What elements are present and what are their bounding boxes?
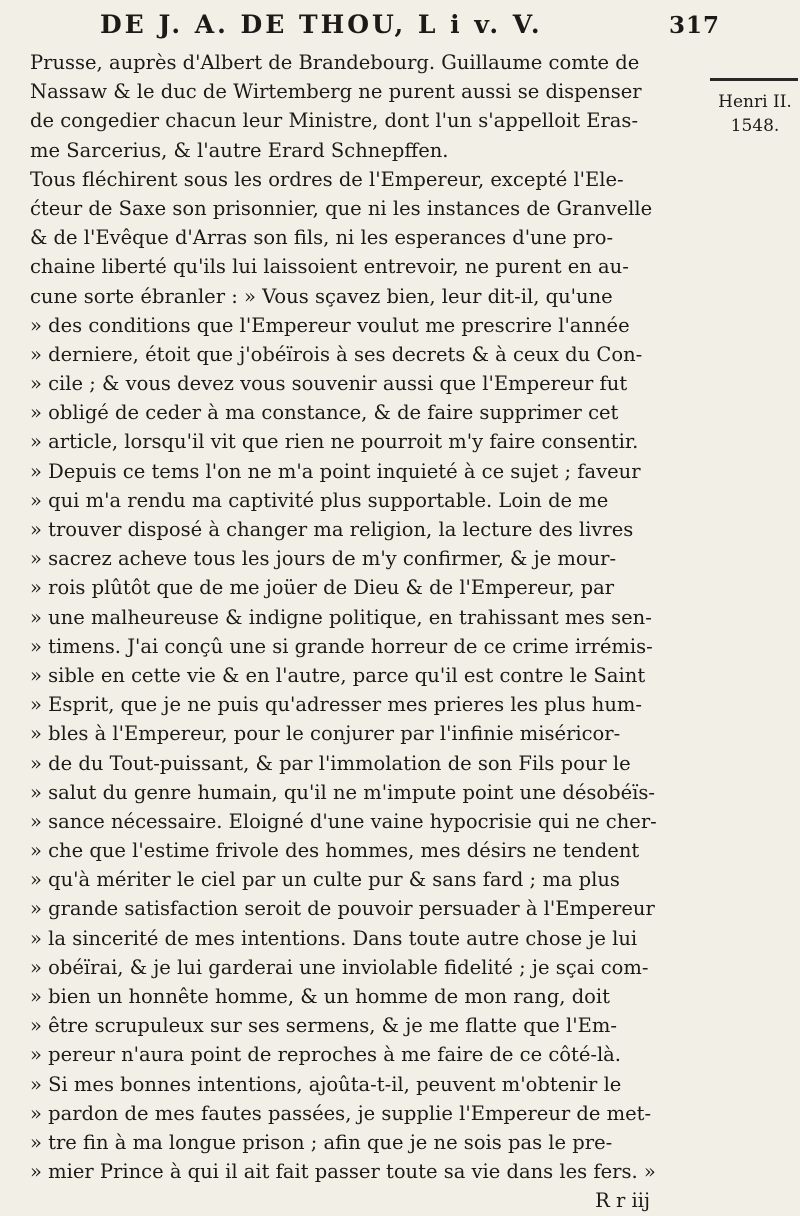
text-line: » timens. J'ai conçû une si grande horreur de ce crime irrémis- [30, 634, 653, 658]
text-line: cune sorte ébranler : » Vous sçavez bien, leur dit-il, qu'une [30, 284, 613, 308]
signature-mark: R r iij [595, 1189, 650, 1213]
text-line: » che que l'estime frivole des hommes, mes désirs ne tendent [30, 839, 640, 863]
running-header [100, 10, 720, 50]
text-line: me Sarcerius, & l'autre Erard Schnepffen. [30, 138, 449, 162]
body-text [30, 48, 710, 1216]
text-line: » obéïrai, & je lui garderai une inviolable fidelité ; je sçai com- [30, 955, 649, 979]
text-line: » article, lorsqu'il vit que rien ne pourroit m'y faire consentir. [30, 430, 639, 454]
text-line: » être scrupuleux sur ses sermens, & je me flatte que l'Em- [30, 1014, 617, 1038]
text-line: » la sincerité de mes intentions. Dans toute autre chose je lui [30, 926, 638, 950]
text-line: » salut du genre humain, qu'il ne m'impute point une désobéïs- [30, 780, 655, 804]
text-line: » bien un honnête homme, & un homme de mon rang, doit [30, 985, 610, 1008]
text-line: » derniere, étoit que j'obéïrois à ses decrets & à ceux du Con- [30, 342, 643, 366]
text-line: » de du Tout-puissant, & par l'immolation de son Fils pour le [30, 751, 631, 775]
text-line: » trouver disposé à changer ma religion, la lecture des livres [30, 518, 634, 541]
page-number: 317 [668, 12, 720, 39]
text-line: » des conditions que l'Empereur voulut me prescrire l'année [30, 313, 630, 337]
text-line: Tous fléchirent sous les ordres de l'Empereur, excepté l'Ele- [30, 167, 624, 191]
text-line: » pereur n'aura point de reproches à me faire de ce côté-là. [30, 1043, 622, 1067]
margin-note [710, 90, 800, 138]
text-line: chaine liberté qu'ils lui laissoient entrevoir, ne purent en au- [30, 255, 629, 279]
text-line: » une malheureuse & indigne politique, en trahissant mes sen- [30, 605, 652, 629]
text-line: » bles à l'Empereur, pour le conjurer par l'infinie miséricor- [30, 722, 621, 746]
text-line: Nassaw & le duc de Wirtemberg ne purent aussi se dispenser [30, 80, 642, 104]
text-line: » sible en cette vie & en l'autre, parce qu'il est contre le Saint [30, 663, 646, 687]
text-line: » sacrez acheve tous les jours de m'y confirmer, & je mour- [30, 547, 617, 571]
text-line: » obligé de ceder à ma constance, & de faire supprimer cet [30, 401, 619, 425]
text-line: » grande satisfaction seroit de pouvoir persuader à l'Empereur [30, 897, 655, 921]
text-line: » Esprit, que je ne puis qu'adresser mes prieres les plus hum- [30, 693, 642, 717]
text-line: » Depuis ce tems l'on ne m'a point inquieté à ce sujet ; faveur [30, 459, 641, 483]
text-line: Prusse, auprès d'Albert de Brandebourg. Guillaume comte de [30, 51, 640, 74]
text-line: ćteur de Saxe son prisonnier, que ni les instances de Granvelle [30, 196, 653, 220]
text-line: » qui m'a rendu ma captivité plus supportable. Loin de me [30, 488, 609, 512]
text-line: & de l'Evêque d'Arras son fils, ni les esperances d'une pro- [30, 226, 614, 250]
text-line: » rois plûtôt que de me joüer de Dieu & de l'Empereur, par [30, 576, 615, 600]
text-line: » cile ; & vous devez vous souvenir aussi que l'Empereur fut [30, 372, 628, 396]
text-line: » qu'à mériter le ciel par un culte pur & sans fard ; ma plus [30, 868, 620, 892]
margin-king: Henri II. [718, 92, 792, 112]
text-line: » tre fin à ma longue prison ; afin que je ne sois pas le pre- [30, 1130, 613, 1154]
text-line: de congedier chacun leur Ministre, dont l'un s'appelloit Eras- [30, 109, 639, 133]
running-title: DE J. A. DE THOU, L i v. V. [100, 10, 543, 39]
text-line: » sance nécessaire. Eloigné d'une vaine hypocrisie qui ne cher- [30, 809, 657, 833]
margin-year: 1548. [730, 116, 780, 136]
text-line: » pardon de mes fautes passées, je supplie l'Empereur de met- [30, 1101, 652, 1125]
margin-rule [710, 78, 798, 81]
text-line: » Si mes bonnes intentions, ajoûta-t-il, peuvent m'obtenir le [30, 1072, 622, 1096]
text-line: » mier Prince à qui il ait fait passer toute sa vie dans les fers. » [30, 1160, 656, 1184]
